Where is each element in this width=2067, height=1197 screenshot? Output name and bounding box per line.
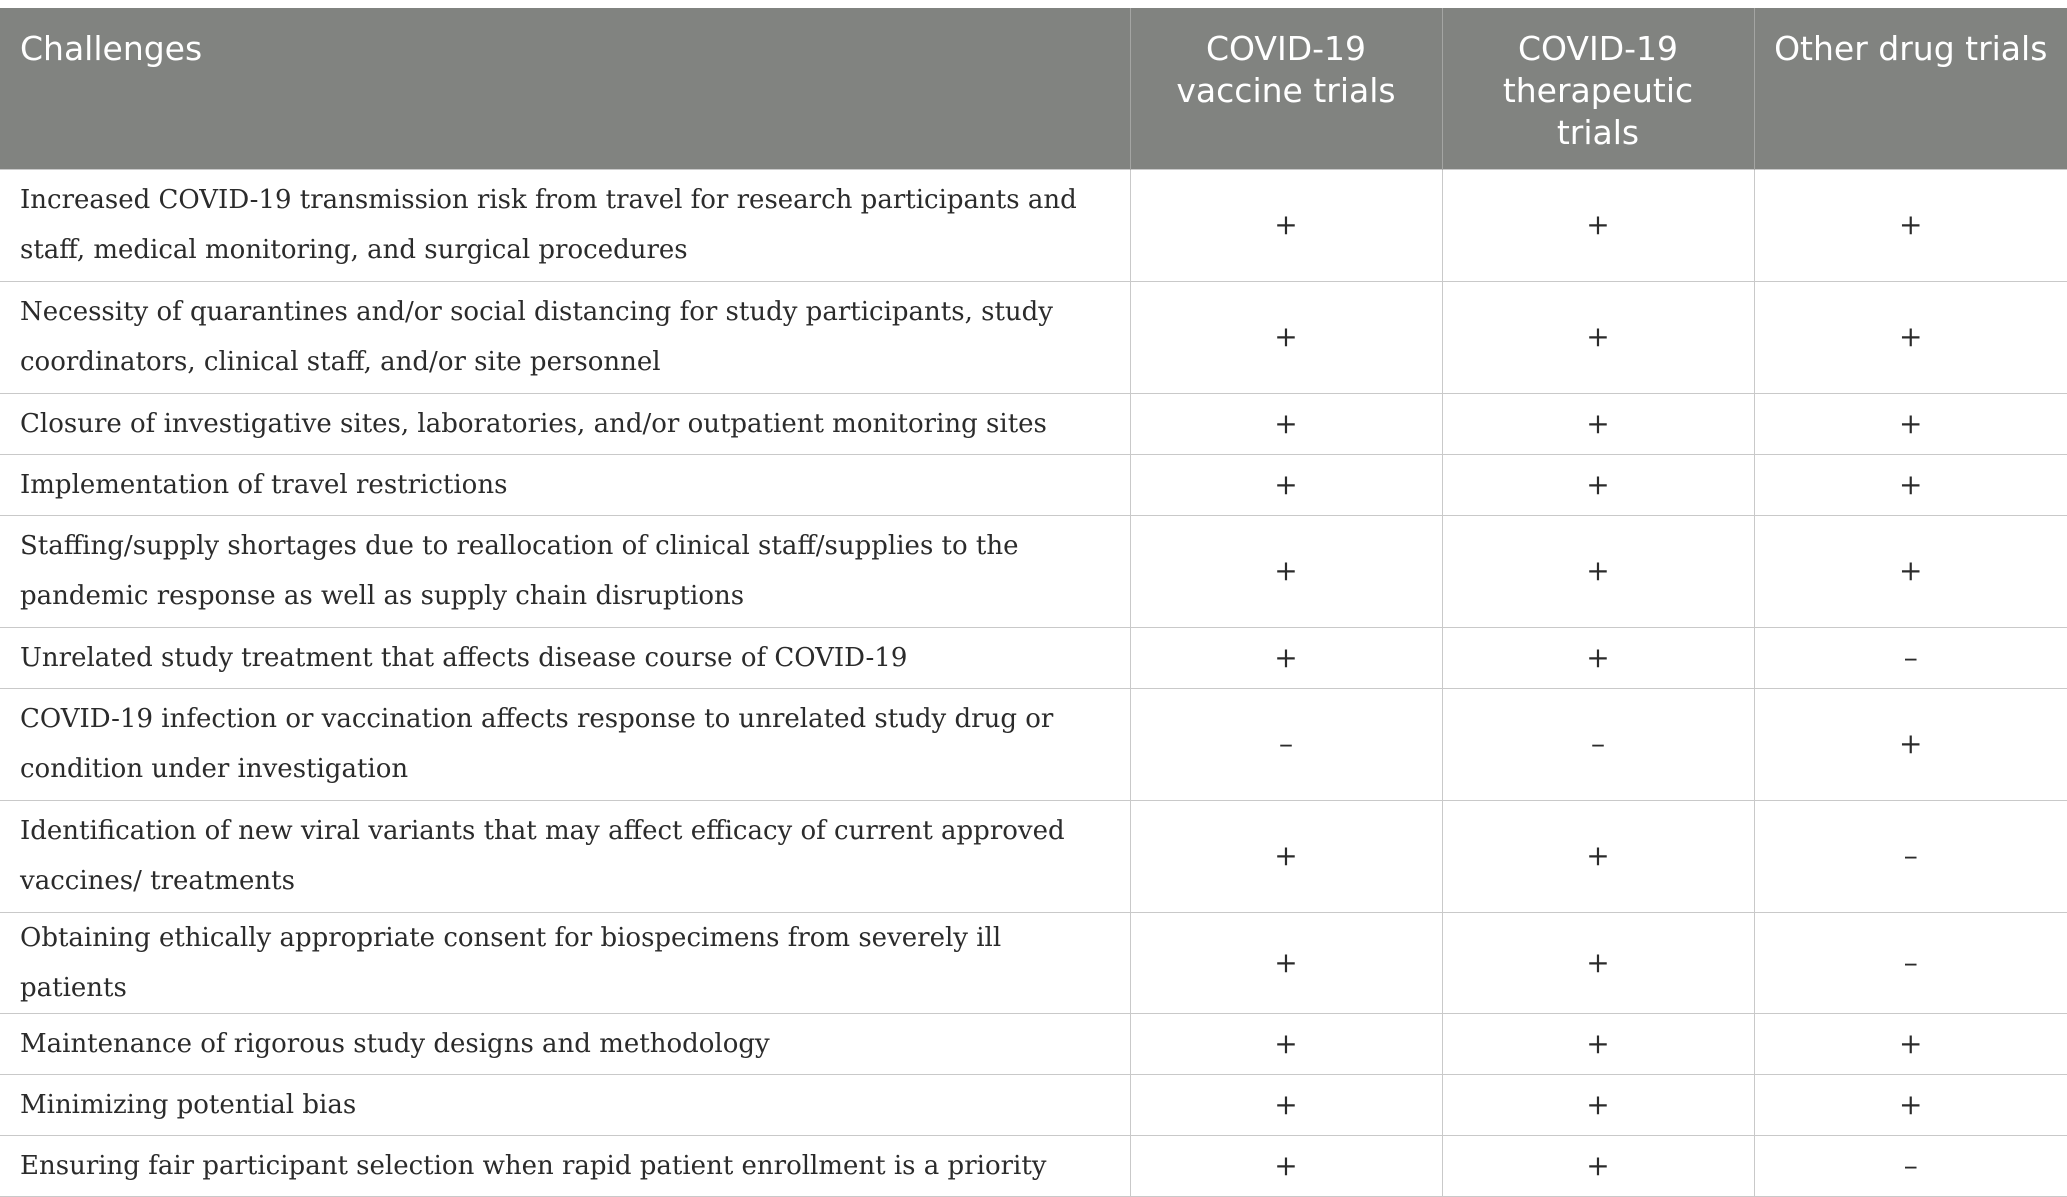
other-mark: + (1754, 393, 2067, 454)
table-row (0, 912, 2067, 1013)
table-row (0, 169, 2067, 281)
other-mark: – (1754, 627, 2067, 688)
therapeutic-mark: + (1442, 515, 1754, 627)
therapeutic-mark: + (1442, 627, 1754, 688)
header-covid-vaccine-trials: COVID-19 vaccine trials (1130, 8, 1442, 169)
therapeutic-mark: + (1442, 1135, 1754, 1196)
vaccine-mark: + (1130, 393, 1442, 454)
table-body (0, 169, 2067, 1196)
challenge-cell: Necessity of quarantines and/or social distancing for study participants, study coordinators, clinical staff, and/or site personnel (0, 281, 1130, 393)
table-row (0, 688, 2067, 800)
header-covid-therapeutic-trials: COVID-19 therapeutic trials (1442, 8, 1754, 169)
therapeutic-mark: + (1442, 393, 1754, 454)
table-row (0, 1013, 2067, 1074)
other-mark: + (1754, 515, 2067, 627)
challenge-cell: Implementation of travel restrictions (0, 454, 1130, 515)
challenge-cell: Staffing/supply shortages due to reallocation of clinical staff/supplies to the pandemic response as well as supply chain disruptions (0, 515, 1130, 627)
challenge-cell: COVID-19 infection or vaccination affects response to unrelated study drug or condition under investigation (0, 688, 1130, 800)
vaccine-mark: + (1130, 1135, 1442, 1196)
other-mark: – (1754, 912, 2067, 1013)
challenge-cell: Ensuring fair participant selection when rapid patient enrollment is a priority (0, 1135, 1130, 1196)
vaccine-mark: + (1130, 515, 1442, 627)
challenge-cell: Closure of investigative sites, laboratories, and/or outpatient monitoring sites (0, 393, 1130, 454)
header-other-drug-trials: Other drug trials (1754, 8, 2067, 169)
table-row (0, 281, 2067, 393)
vaccine-mark: + (1130, 1013, 1442, 1074)
challenge-cell: Unrelated study treatment that affects disease course of COVID-19 (0, 627, 1130, 688)
vaccine-mark: + (1130, 281, 1442, 393)
therapeutic-mark: + (1442, 281, 1754, 393)
other-mark: + (1754, 1074, 2067, 1135)
other-mark: + (1754, 688, 2067, 800)
therapeutic-mark: + (1442, 454, 1754, 515)
therapeutic-mark: + (1442, 1013, 1754, 1074)
other-mark: + (1754, 281, 2067, 393)
table-header (0, 8, 2067, 169)
vaccine-mark: + (1130, 454, 1442, 515)
table-row (0, 1135, 2067, 1196)
challenge-cell: Obtaining ethically appropriate consent for biospecimens from severely ill patients (0, 912, 1130, 1013)
vaccine-mark: – (1130, 688, 1442, 800)
other-mark: + (1754, 169, 2067, 281)
table-row (0, 454, 2067, 515)
header-row (0, 8, 2067, 169)
other-mark: – (1754, 1135, 2067, 1196)
table-row (0, 1074, 2067, 1135)
therapeutic-mark: + (1442, 912, 1754, 1013)
therapeutic-mark: + (1442, 800, 1754, 912)
vaccine-mark: + (1130, 912, 1442, 1013)
therapeutic-mark: + (1442, 169, 1754, 281)
other-mark: + (1754, 1013, 2067, 1074)
therapeutic-mark: + (1442, 1074, 1754, 1135)
vaccine-mark: + (1130, 800, 1442, 912)
vaccine-mark: + (1130, 1074, 1442, 1135)
challenge-cell: Identification of new viral variants that may affect efficacy of current approved vaccines/ treatments (0, 800, 1130, 912)
challenge-cell: Increased COVID-19 transmission risk from travel for research participants and staff, medical monitoring, and surgical procedures (0, 169, 1130, 281)
vaccine-mark: + (1130, 627, 1442, 688)
challenge-cell: Minimizing potential bias (0, 1074, 1130, 1135)
table-row (0, 393, 2067, 454)
table-row (0, 515, 2067, 627)
other-mark: – (1754, 800, 2067, 912)
table-row (0, 627, 2067, 688)
vaccine-mark: + (1130, 169, 1442, 281)
therapeutic-mark: – (1442, 688, 1754, 800)
header-challenges: Challenges (0, 8, 1130, 169)
other-mark: + (1754, 454, 2067, 515)
challenges-table (0, 8, 2067, 1197)
challenge-cell: Maintenance of rigorous study designs and methodology (0, 1013, 1130, 1074)
table-row (0, 800, 2067, 912)
